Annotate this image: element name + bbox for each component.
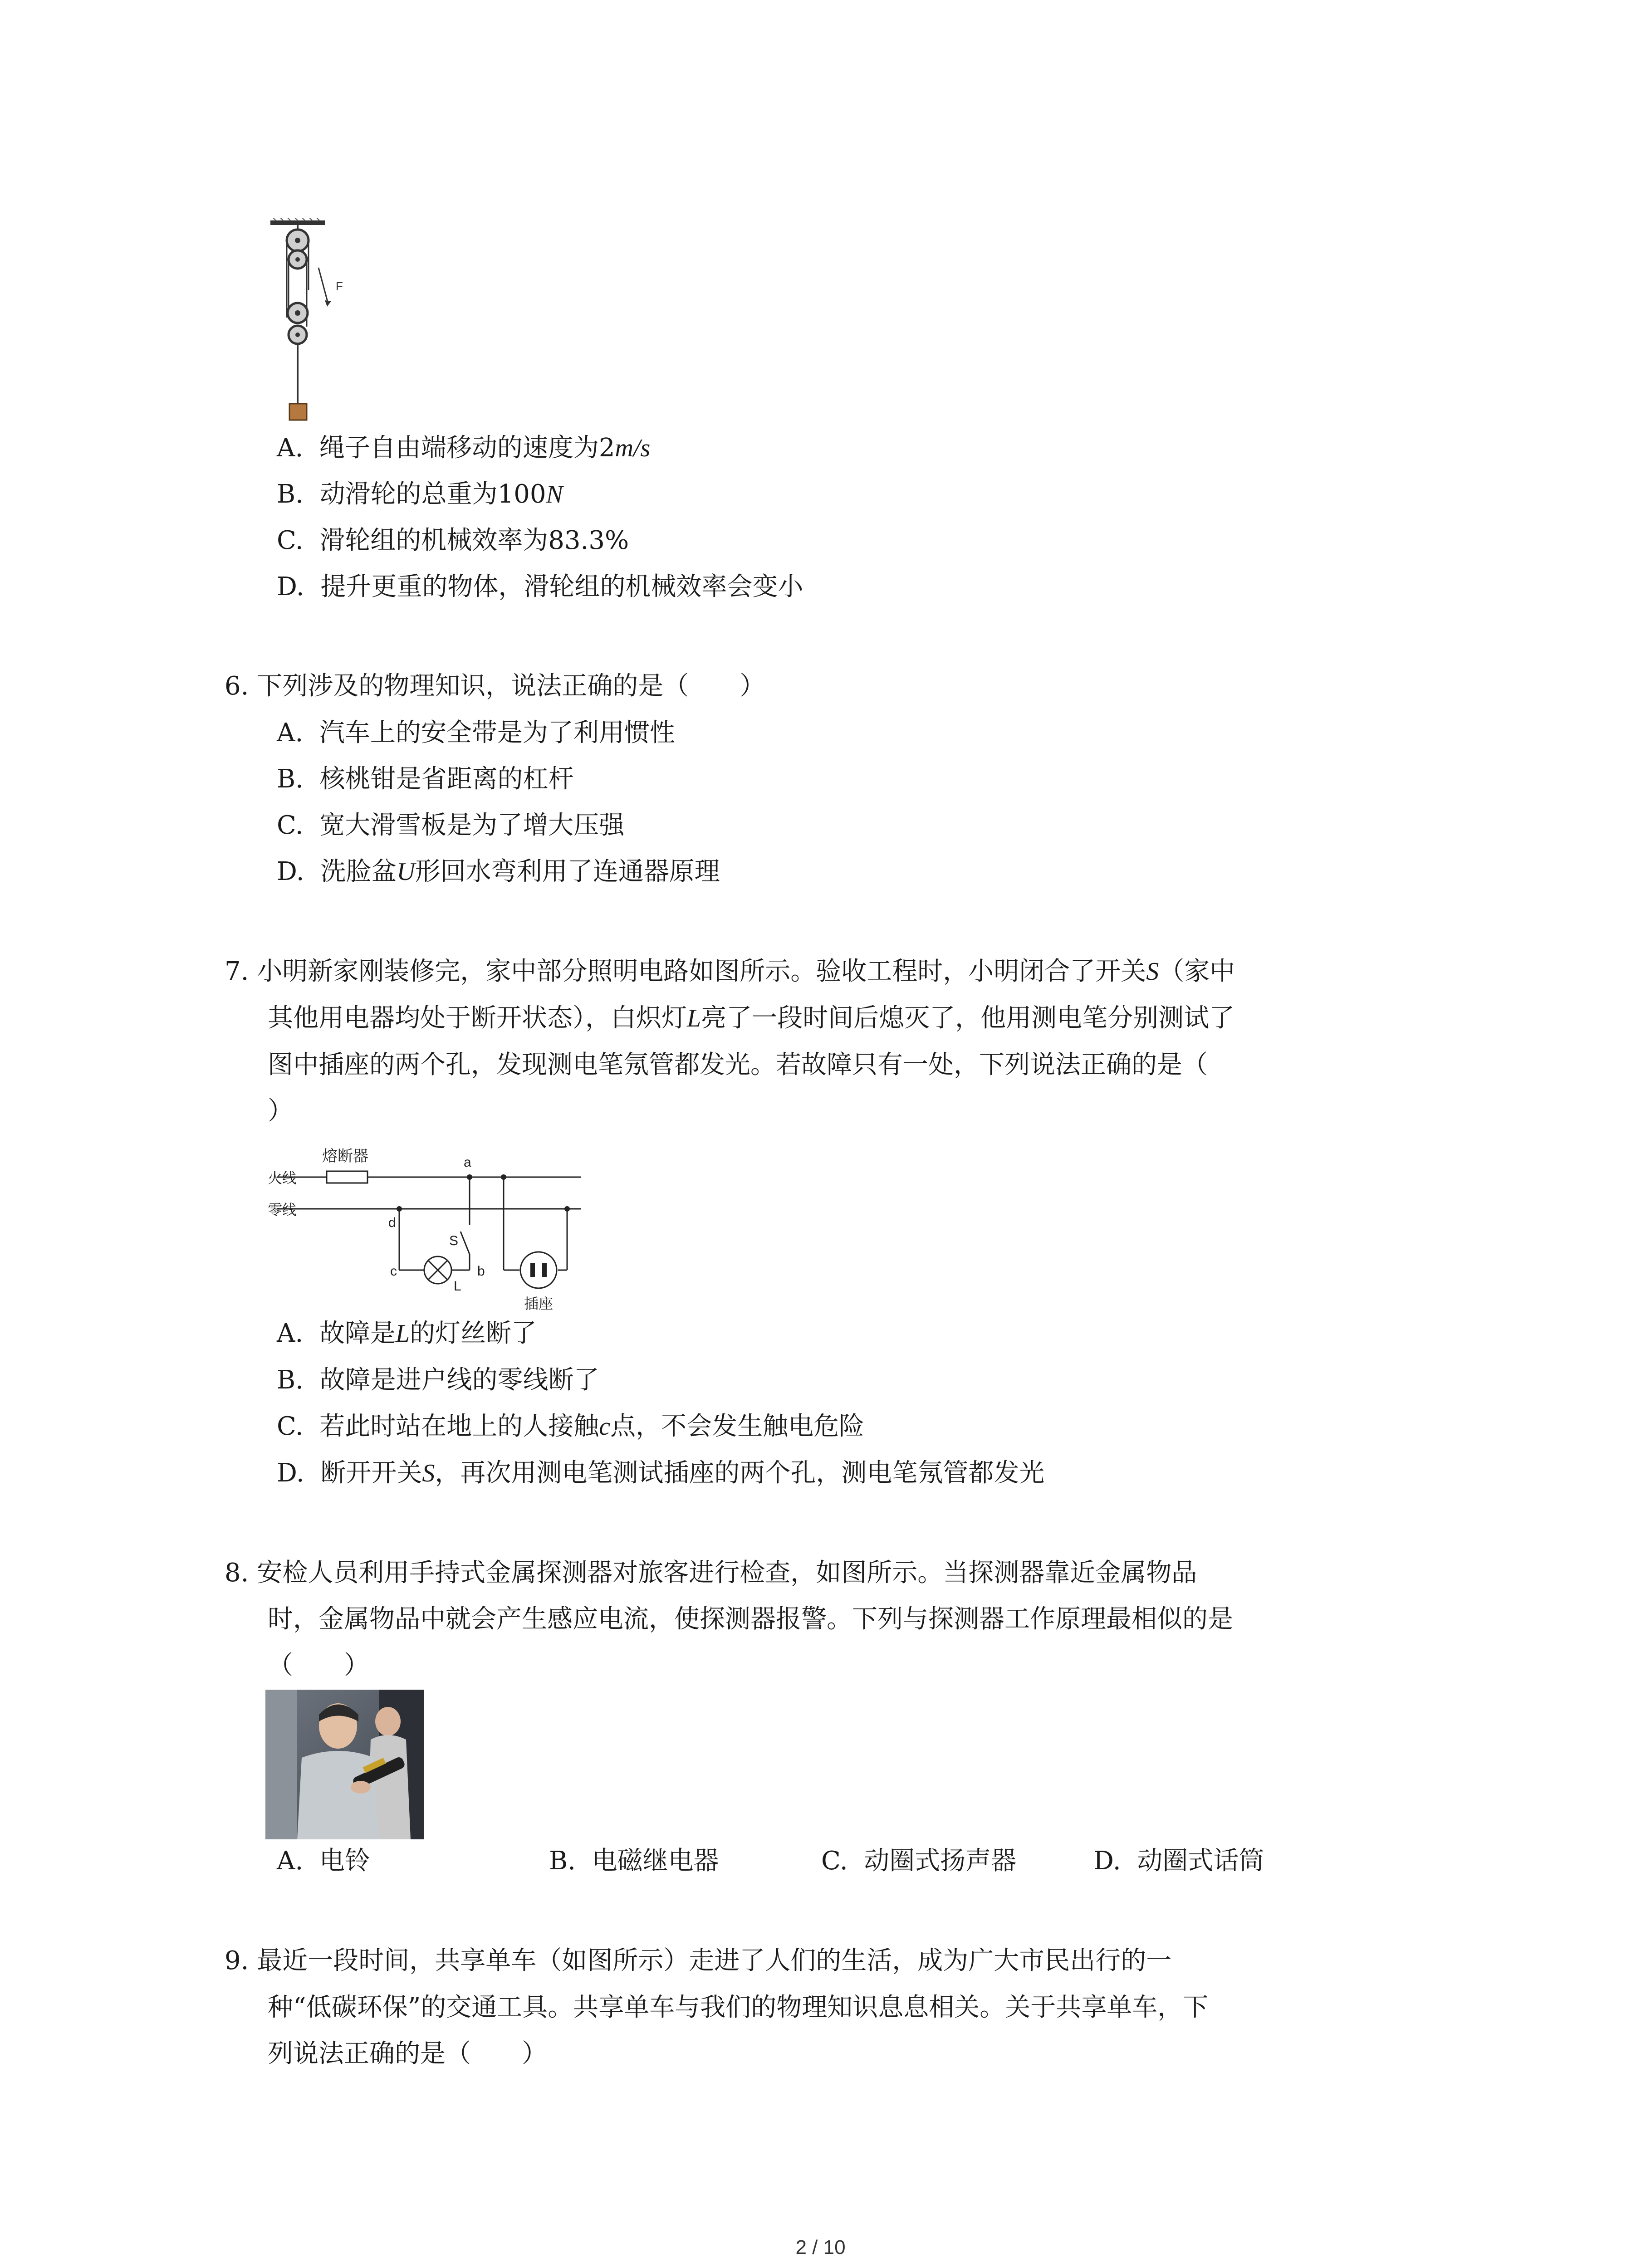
q7-option-d: D. 断开开关S，再次用测电笔测试插座的两个孔，测电笔氖管都发光 <box>277 1458 1045 1488</box>
q9-stem-line2: 种“低碳环保”的交通工具。共享单车与我们的物理知识息息相关。关于共享单车，下 <box>268 1993 1209 2022</box>
q8-option-b: B. 电磁继电器 <box>549 1846 719 1876</box>
force-label: F <box>336 279 343 293</box>
q5-option-b: B. 动滑轮的总重为100N <box>277 479 563 509</box>
q6-stem: 6. 下列涉及的物理知识，说法正确的是（ ） <box>225 671 765 701</box>
q6-option-b: B. 核桃钳是省距离的杠杆 <box>277 764 574 794</box>
q7-stem-line2: 其他用电器均处于断开状态），白炽灯L亮了一段时间后熄灭了，他用测电笔分别测试了 <box>268 1003 1235 1033</box>
q7-option-a: A. 故障是L的灯丝断了 <box>277 1319 537 1348</box>
q7-stem-line3: 图中插座的两个孔，发现测电笔氖管都发光。若故障只有一处，下列说法正确的是（ <box>268 1050 1208 1080</box>
pulley-figure <box>268 218 358 431</box>
point-a-label: a <box>464 1155 471 1170</box>
q6-option-c: C. 宽大滑雪板是为了增大压强 <box>277 811 625 840</box>
q7-stem-line4: ） <box>268 1096 293 1126</box>
q7-stem-line1: 7. 小明新家刚装修完，家中部分照明电路如图所示。验收工程时，小明闭合了开关S（家中 <box>225 957 1235 986</box>
q5-option-d: D. 提升更重的物体，滑轮组的机械效率会变小 <box>277 572 803 601</box>
circuit-diagram <box>268 1134 594 1315</box>
q8-stem-line2: 时，金属物品中就会产生感应电流，使探测器报警。下列与探测器工作原理最相似的是 <box>268 1604 1233 1634</box>
page-number: 2 / 10 <box>795 2236 846 2258</box>
security-check-photo <box>265 1690 424 1839</box>
switch-label: S <box>449 1233 459 1248</box>
q8-option-d: D. 动圈式话筒 <box>1093 1846 1264 1876</box>
q9-stem-line3: 列说法正确的是（ ） <box>268 2039 547 2068</box>
q6-option-a: A. 汽车上的安全带是为了利用惯性 <box>277 718 675 748</box>
q8-options-row <box>277 1843 1264 1879</box>
q7-option-b: B. 故障是进户线的零线断了 <box>277 1365 599 1395</box>
q8-stem-line1: 8. 安检人员利用手持式金属探测器对旅客进行检查，如图所示。当探测器靠近金属物品 <box>225 1558 1197 1588</box>
point-d-label: d <box>388 1215 396 1230</box>
q5-option-c: C. 滑轮组的机械效率为83.3% <box>277 526 629 555</box>
socket-label: 插座 <box>524 1295 554 1312</box>
q8-option-c: C. 动圈式扬声器 <box>821 1846 1017 1876</box>
point-c-label: c <box>390 1264 397 1279</box>
fuse-label: 熔断器 <box>322 1148 368 1165</box>
neutral-wire-label: 零线 <box>268 1202 297 1218</box>
point-b-label: b <box>477 1264 485 1279</box>
q7-option-c: C. 若此时站在地上的人接触c点，不会发生触电危险 <box>277 1412 865 1441</box>
live-wire-label: 火线 <box>268 1170 297 1186</box>
q8-option-a: A. 电铃 <box>277 1846 370 1876</box>
q9-stem-line1: 9. 最近一段时间，共享单车（如图所示）走进了人们的生活，成为广大市民出行的一 <box>225 1946 1172 1975</box>
lamp-label: L <box>454 1279 461 1294</box>
q6-option-d: D. 洗脸盆U形回水弯利用了连通器原理 <box>277 857 720 886</box>
q5-option-a: A. 绳子自由端移动的速度为2m/s <box>277 433 651 463</box>
q8-stem-line3: （ ） <box>268 1651 369 1680</box>
